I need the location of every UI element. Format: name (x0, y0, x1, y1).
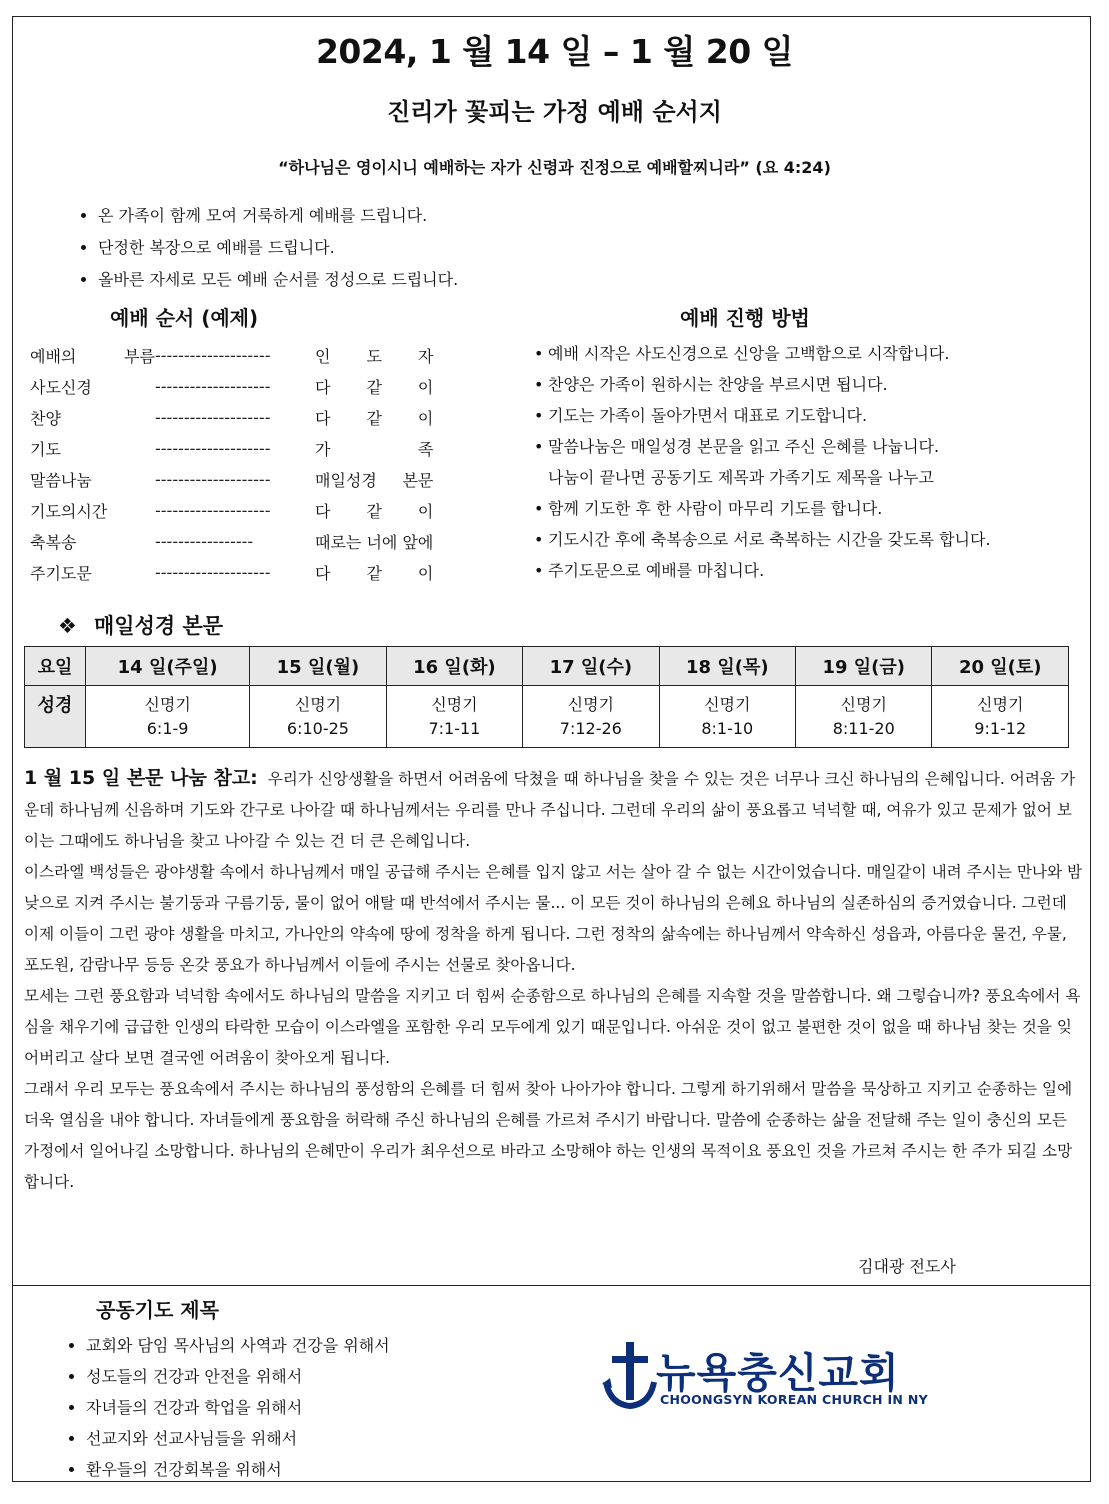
order-leader: 가 족 (315, 440, 434, 459)
method-item (534, 400, 991, 431)
method-text: 함께 기도한 후 한 사람이 마무리 기도를 합니다. (548, 499, 883, 518)
author-signature: 김대광 전도사 (858, 1257, 956, 1276)
bullet: • (534, 499, 544, 518)
order-row (30, 402, 433, 433)
order-leader: 인 도 자 (315, 347, 434, 366)
passage-ref: 6:10-25 (286, 718, 349, 738)
order-leader: 다 같 이 (315, 409, 434, 428)
order-row (30, 340, 433, 371)
worship-rules-list (50, 200, 458, 296)
passage-book: 신명기 (294, 694, 342, 714)
passage-cell (796, 686, 932, 748)
prayer-item: • 교회와 담임 목사님의 사역과 건강을 위해서 (86, 1330, 390, 1361)
prayer-item: • 성도들의 건강과 안전을 위해서 (86, 1361, 390, 1392)
order-leader-dashes: -------------------- (155, 501, 271, 520)
bullet: • (534, 437, 544, 456)
daily-bible-heading (58, 610, 223, 640)
passage-book: 신명기 (567, 694, 615, 714)
passage-ref: 8:11-20 (832, 718, 895, 738)
sharing-paragraph: 그래서 우리 모두는 풍요속에서 주시는 하나님의 풍성함의 은혜를 더 힘써 찾아 나아가야 합니다. 그렇게 하기위해서 말씀을 묵상하고 지키고 순종하는 일에 더욱 열심을 내야 합니다. 자녀들에게 풍요함을 허락해 주신 하나님의 은혜를 가르쳐 주시기 바랍니다. 말씀에 순종하는 삶을 전달해 주는 일이 충신의 모든 가정에서 일어나길 소망합니다. 하나님의 은혜만이 우리가 최우선으로 바라고 소망해야 하는 인생의 목적이요 풍요인 것을 가르쳐 주시는 한 주가 되길 소망합니다. (24, 1080, 1073, 1191)
order-name: 말씀나눔 (30, 471, 92, 490)
order-leader: 매일성경 본문 (315, 471, 434, 490)
order-row (30, 371, 433, 402)
order-leader-dashes: ----------------- (155, 532, 254, 551)
prayer-heading: 공동기도 제목 (96, 1298, 219, 1322)
day-header-cell: 14 일(주일) (86, 647, 250, 686)
method-text: 나눔이 끝나면 공동기도 제목과 가족기도 제목을 나누고 (548, 468, 935, 487)
bullet: • (534, 561, 544, 580)
order-row (30, 464, 433, 495)
sharing-heading: 1 월 15 일 본문 나눔 참고: (24, 767, 258, 789)
bullet: • (534, 530, 544, 549)
passage-book: 신명기 (704, 694, 751, 714)
order-name: 사도신경 (30, 378, 92, 397)
section-divider (12, 1285, 1091, 1286)
order-name: 주기도문 (30, 564, 92, 583)
day-header-cell: 19 일(금) (796, 647, 932, 686)
order-leader-dashes: -------------------- (155, 563, 271, 582)
prayer-item: • 선교지와 선교사님들을 위해서 (86, 1423, 390, 1454)
order-row (30, 495, 433, 526)
day-header-cell: 16 일(화) (386, 647, 522, 686)
diamond-bullet-icon: ❖ (58, 614, 77, 638)
order-row (30, 526, 433, 557)
order-name: 예배의 부름 (30, 347, 155, 366)
method-text: 주기도문으로 예배를 마칩니다. (548, 561, 765, 580)
daily-bible-table (24, 646, 1069, 748)
order-row (30, 433, 433, 464)
church-logo (600, 1338, 930, 1418)
day-label-cell: 요일 (25, 647, 86, 686)
passage-ref: 9:1-12 (974, 718, 1027, 738)
passage-book: 신명기 (431, 694, 478, 714)
passage-ref: 7:1-11 (428, 718, 481, 738)
passage-ref: 8:1-10 (701, 718, 754, 738)
prayer-item: • 환우들의 건강회복을 위해서 (86, 1454, 390, 1485)
bullet: • (534, 344, 544, 363)
order-leader: 다 같 이 (315, 502, 434, 521)
sharing-section (24, 763, 1084, 1198)
worship-methods-list (534, 338, 991, 586)
order-leader-dashes: -------------------- (155, 377, 271, 396)
method-text: 기도는 가족이 돌아가면서 대표로 기도합니다. (548, 406, 868, 425)
order-leader-dashes: -------------------- (155, 346, 271, 365)
passage-book: 신명기 (840, 694, 887, 714)
passage-ref: 6:1-9 (146, 718, 189, 738)
cross-anchor-icon (600, 1338, 660, 1418)
passage-cell (523, 686, 659, 748)
method-item (534, 555, 991, 586)
order-leader-dashes: -------------------- (155, 470, 271, 489)
method-text: 찬양은 가족이 원하시는 찬양을 부르시면 됩니다. (548, 375, 888, 394)
method-item (534, 493, 991, 524)
order-leader: 다 같 이 (315, 564, 434, 583)
daily-bible-heading-text: 매일성경 본문 (94, 614, 224, 638)
order-row (30, 557, 433, 588)
order-leader: 다 같 이 (315, 378, 434, 397)
method-item (534, 462, 991, 493)
methods-heading: 예배 진행 방법 (680, 306, 810, 330)
passage-cell (86, 686, 250, 748)
order-name: 기도 (30, 440, 61, 459)
prayer-item: • 자녀들의 건강과 학업을 위해서 (86, 1392, 390, 1423)
order-leader-dashes: -------------------- (155, 408, 271, 427)
method-item (534, 431, 991, 462)
method-item (534, 524, 991, 555)
sharing-paragraph (24, 763, 1084, 857)
passage-cell (659, 686, 795, 748)
method-item (534, 338, 991, 369)
method-text: 기도시간 후에 축복송으로 서로 축복하는 시간을 갖도록 합니다. (548, 530, 991, 549)
prayer-list (40, 1330, 390, 1485)
passage-cell (250, 686, 386, 748)
day-header-cell: 17 일(수) (523, 647, 659, 686)
church-name-english: CHOONGSYN KOREAN CHURCH IN NY (660, 1392, 928, 1407)
church-name: 뉴욕충신교회 (656, 1349, 900, 1397)
bullet: • (534, 375, 544, 394)
passage-cell (932, 686, 1069, 748)
sharing-paragraph: 이스라엘 백성들은 광야생활 속에서 하나님께서 매일 공급해 주시는 은혜를 입지 않고 서는 살아 갈 수 없는 시간이었습니다. 매일같이 내려 주시는 만나와 밤낮으로 지켜 주시는 불기둥과 구름기둥, 물이 없어 애탈 때 반석에서 주시는 물... 이 모든 것이 하나님의 은혜요 하나님의 실존하심의 증거였습니다. 그런데 이제 이들이 그런 광야 생활을 마치고, 가나안의 약속에 땅에 정착을 하게 됩니다. 그런 정착의 삶속에는 하나님께서 약속하신 성읍과, 아름다운 물건, 우물, 포도원, 감람나무 등등 온갖 풍요가 하나님께서 이들에 주시는 선물로 찾아옵니다. (24, 863, 1083, 974)
day-header-cell: 20 일(토) (932, 647, 1069, 686)
order-name: 찬양 (30, 409, 61, 428)
date-range-title: 2024, 1 월 14 일 – 1 월 20 일 (315, 32, 794, 71)
passage-cell (386, 686, 522, 748)
theme-verse: “하나님은 영이시니 예배하는 자가 신령과 진정으로 예배할찌니라” (요 4:24) (278, 158, 831, 177)
bible-table-passage-row (25, 686, 1069, 748)
sharing-paragraph: 모세는 그런 풍요함과 넉넉함 속에서도 하나님의 말씀을 지키고 더 힘써 순종함으로 하나님의 은혜를 지속할 것을 말씀합니다. 왜 그렇습니까? 풍요속에서 욕심을 채우기에 급급한 인생의 타락한 모습이 이스라엘을 포함한 우리 모두에게 있기 때문입니다. 아쉬운 것이 없고 불편한 것이 없을 때 하나님 찾는 것을 잊어버리고 살다 보면 결국엔 어려움이 찾아오게 됩니다. (24, 987, 1081, 1067)
sharing-paragraph-text: 우리가 신앙생활을 하면서 어려움에 닥쳤을 때 하나님을 찾을 수 있는 것은 너무나 크신 하나님의 은혜입니다. 어려움 가운데 하나님께 신음하며 기도와 간구로 나아갈 때 하나님께서는 우리를 만나 주십니다. 그런데 우리의 삶이 풍요롭고 넉넉할 때, 여유가 있고 문제가 없어 보이는 그때에도 하나님을 찾고 나아갈 수 있는 건 더 큰 은혜입니다. (24, 770, 1076, 850)
bible-table-header-row (25, 647, 1069, 686)
passage-ref: 7:12-26 (559, 718, 622, 738)
order-name: 축복송 (30, 533, 77, 552)
passage-book: 신명기 (144, 694, 191, 714)
order-leader-dashes: -------------------- (155, 439, 271, 458)
order-leader: 때로는 너에 앞에 (315, 533, 434, 552)
passage-label-cell: 성경 (25, 686, 86, 748)
method-text: 예배 시작은 사도신경으로 신앙을 고백함으로 시작합니다. (548, 344, 950, 363)
day-header-cell: 15 일(월) (250, 647, 386, 686)
page-title: 진리가 꽃피는 가정 예배 순서지 (387, 98, 722, 126)
rule-item: • 올바른 자세로 모든 예배 순서를 정성으로 드립니다. (98, 264, 458, 296)
rule-item: • 온 가족이 함께 모여 거룩하게 예배를 드립니다. (98, 200, 458, 232)
order-name: 기도의시간 (30, 502, 108, 521)
rule-item: • 단정한 복장으로 예배를 드립니다. (98, 232, 458, 264)
order-heading: 예배 순서 (예제) (110, 306, 259, 330)
bullet: • (534, 406, 544, 425)
passage-book: 신명기 (977, 694, 1024, 714)
method-item (534, 369, 991, 400)
worship-order-table (30, 340, 433, 588)
method-text: 말씀나눔은 매일성경 본문을 읽고 주신 은혜를 나눕니다. (548, 437, 940, 456)
day-header-cell: 18 일(목) (659, 647, 795, 686)
